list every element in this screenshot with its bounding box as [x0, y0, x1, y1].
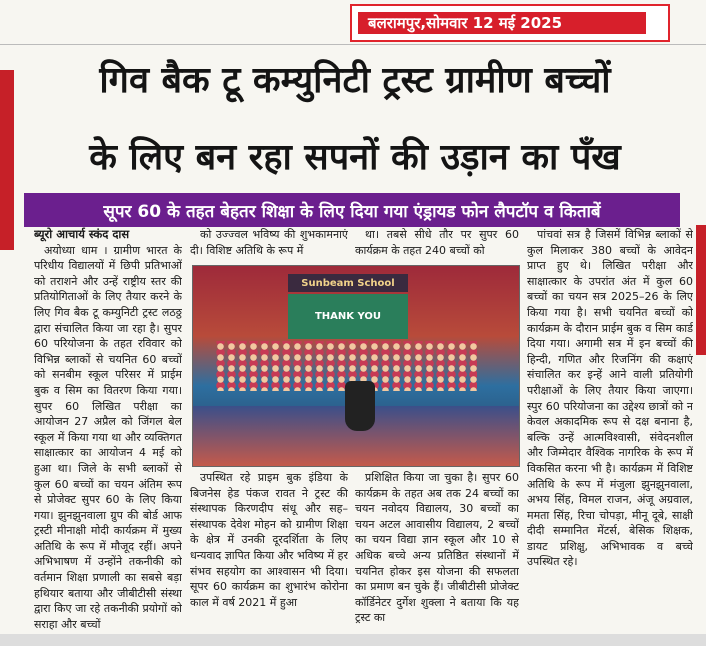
- article-column-1: [34, 227, 182, 642]
- column-1-text: अयोध्या धाम । ग्रामीण भारत के परिधीय विद्यालयों में छिपी प्रतिभाओं को तराशने और उन्हें राष्ट्रीय स्तर की प्रतियोगिताओं के लिए तैयार करने के लिए गिव बैक टू कम्युनिटी ट्रस्ट लठठ्ठ द्वारा संचालित किया जा रहा है। सुपर 60 परियोजना के तहत रविवार को विभिन्न ब्लाकों से चयनित 60 बच्चों को सनबीम स्कूल परिसर में प्राईम बुक व सिम का वितरण किया गया। सुपर 60 लिखित परीक्षा का आयोजन 27 अप्रैल को जिंगल बेल स्कूल में किया गया था और व्यक्तिगत साक्षात्कार का आयोजन 4 मई को हुआ था। जिले के सभी ब्लाकों से कुल 60 बच्चों का चयन अंतिम रूप से प्रोजेक्ट सुपर 60 के लिए किया गया। झुनझुनवाला ग्रुप की बोर्ड आफ ट्रस्टी मीनाक्षी मोदी कार्यक्रम में मुख्य अतिथि के रूप में मौजूद रहीं। अपने अभिभाषण में उन्होंने तकनीकी को वर्तमान शिक्षा प्रणाली का सबसे बड़ा हथियार बताया और जीबीटीसी संस्था द्वारा किए जा रहे तकनीकी प्रयोगों को सराहा और बच्चों: [34, 243, 182, 631]
- dateline-box: [350, 4, 670, 42]
- event-photo: [192, 265, 520, 467]
- top-rule: [0, 44, 706, 45]
- adjacent-article-right-accent: [696, 225, 706, 355]
- column-2-bottom-text: उपस्थित रहे प्राइम बुक इंडिया के बिजनेस हेड पंकज रावत ने ट्रस्ट की संस्थापक किरणदीप संधू और सह–संस्थापक देवेश मोहन को ग्रामीण शिक्षा के क्षेत्र में उनकी दूरदर्शिता के लिए धन्यवाद ज्ञापित किया और भविष्य में हर संभव सहयोग का आश्वासन भी दिया। सूपर 60 कार्यक्रम का शुभारंभ कोरोना काल में वर्ष 2021 में हुआ: [190, 471, 348, 609]
- dateline: बलरामपुर,सोमवार 12 मई 2025: [358, 12, 646, 34]
- headline-line-1: गिव बैक टू कम्युनिटी ट्रस्ट ग्रामीण बच्चों: [99, 60, 611, 101]
- headline-line-2: के लिए बन रहा सपनों की उड़ान का पँख: [89, 137, 621, 178]
- adjacent-article-left-accent: [0, 70, 14, 250]
- byline: ब्यूरो आचार्य स्कंद दास: [34, 227, 130, 241]
- next-article-strip: [0, 634, 706, 646]
- article-column-2-top: [190, 227, 348, 263]
- subheadline: सूपर 60 के तहत बेहतर शिक्षा के लिए दिया गया एंड्रायड फोन लैपटॉप व किताबें: [24, 193, 680, 227]
- column-2-top-text: को उज्ज्वल भविष्य की शुभकामनाएं दी। विशिष्ट अतिथि के रूप में: [190, 228, 348, 257]
- photo-wheelchair-guest: [345, 381, 375, 431]
- article-column-2-bottom: [190, 470, 348, 642]
- photo-school-banner: Sunbeam School: [288, 274, 408, 292]
- column-4-text: पांचवां सत्र है जिसमें विभिन्न ब्लाकों से कुल मिलाकर 380 बच्चों के आवेदन प्राप्त हुए थे। लिखित परीक्षा और साक्षात्कार के उपरांत अंत में कुल 60 बच्चों का चयन सत्र 2025–26 के लिए किया गया है। सभी चयनित बच्चों को कार्यक्रम के दौरान प्राईम बुक व सिम कार्ड दिया गया। अगामी सत्र में इन बच्चों की हिन्दी, गणित और रिजनिंग की कक्षाएं संचालित कर इन्हें आने वाली प्रतियोगी परीक्षाओं के लिए तैयार किया जाएगा। स्पुर 60 परियोजना का उद्देश्य छात्रों को न केवल अकादमिक रूप से दक्ष बनाना है, बल्कि उन्हें आत्मविश्वासी, संवेदनशील और जिम्मेदार वैश्विक नागरिक के रूप में विकसित करना भी है। कार्यक्रम में विशिष्ट अतिथि के रूप में मंजुला झुनझुनवाला, अभय सिंह, विमल राजन, अंजू अग्रवाल, ममता सिंह, रिचा चोपड़ा, मीनू दूबे, साक्षी दीदी सम्मानित मेंटर्स, बेसिक शिक्षक, डायट प्रशिक्षु, अभिभावक व बच्चे उपस्थित रहे।: [527, 228, 693, 569]
- article-column-3-top: [355, 227, 519, 263]
- article-column-3-bottom: [355, 470, 519, 642]
- column-3-bottom-text: प्रशिक्षित किया जा चुका है। सुपर 60 कार्यक्रम के तहत अब तक 24 बच्चों का चयन नवोदय विद्यालय, 30 बच्चों का चयन अटल आवासीय विद्यालय, 2 बच्चों का चयन विद्या ज्ञान स्कूल और 10 से अधिक बच्चे अन्य प्रतिष्ठित संस्थानों में चयनित होकर इस योजना की सफलता का प्रमाण बन चुके हैं। जीबीटीसी प्रोजेक्ट कॉर्डिनेटर दुर्गेश शुक्ला ने बताया कि यह ट्रस्ट का: [355, 471, 519, 625]
- column-3-top-text: था। तबसे सीधे तौर पर सुपर 60 कार्यक्रम के तहत 240 बच्चों को: [355, 228, 519, 257]
- photo-screen: THANK YOU: [288, 294, 408, 339]
- article-column-4: [527, 227, 693, 642]
